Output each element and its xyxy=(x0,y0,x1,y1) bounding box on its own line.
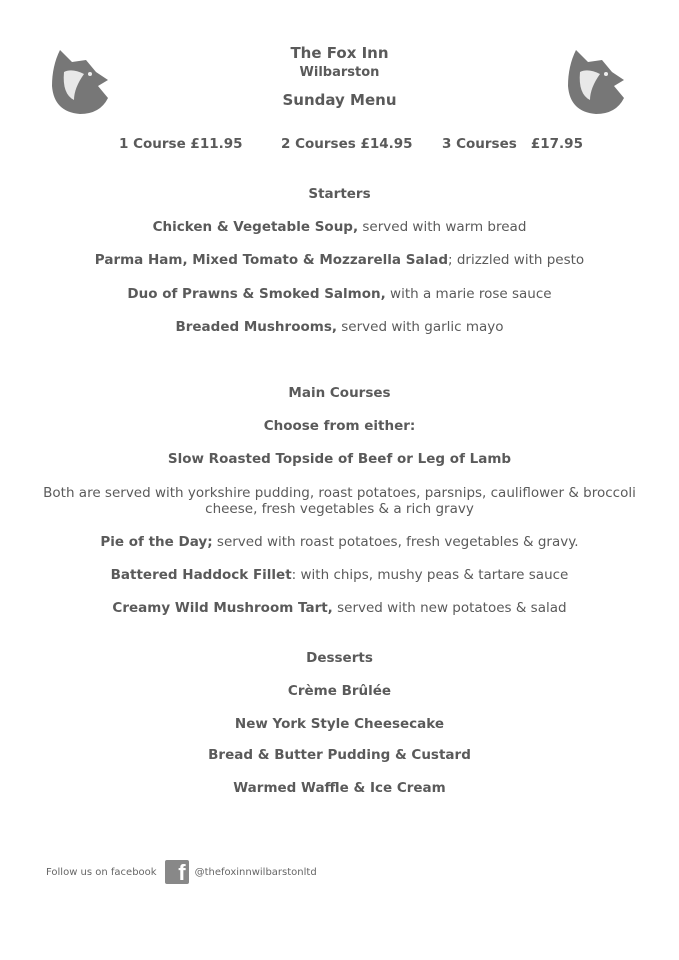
item-name: Pie of the Day; xyxy=(100,534,213,550)
price-1-course: 1 Course £11.95 xyxy=(119,136,243,152)
menu-item xyxy=(0,534,679,551)
footer xyxy=(46,860,317,884)
item-desc: served with garlic mayo xyxy=(336,319,504,335)
dessert-item: Warmed Waffle & Ice Cream xyxy=(233,780,446,796)
mains-heading: Main Courses xyxy=(288,385,391,401)
roast-desc-line-1: Both are served with yorkshire pudding, roast potatoes, parsnips, cauliflower & broccoli xyxy=(43,485,636,501)
facebook-icon[interactable]: f xyxy=(165,860,189,884)
item-name: Battered Haddock Fillet xyxy=(110,567,292,583)
item-name: Chicken & Vegetable Soup, xyxy=(152,219,359,235)
roast-title: Slow Roasted Topside of Beef or Leg of Lamb xyxy=(167,451,512,467)
menu-item xyxy=(0,252,679,269)
item-desc: with a marie rose sauce xyxy=(385,286,552,302)
starters-heading: Starters xyxy=(308,186,371,202)
menu-title: Sunday Menu xyxy=(282,91,397,109)
menu-item xyxy=(0,567,679,584)
dessert-item: New York Style Cheesecake xyxy=(234,716,445,732)
restaurant-location: Wilbarston xyxy=(299,65,380,80)
menu-item xyxy=(0,319,679,336)
item-name: Parma Ham, Mixed Tomato & Mozzarella Salad xyxy=(94,252,448,268)
mains-choose: Choose from either: xyxy=(263,418,416,434)
price-3-courses: 3 Courses £17.95 xyxy=(442,136,583,152)
facebook-handle[interactable]: @thefoxinnwilbarstonltd xyxy=(194,866,317,878)
item-desc: served with warm bread xyxy=(358,219,527,235)
item-name: Duo of Prawns & Smoked Salmon, xyxy=(127,286,386,302)
dessert-item: Crème Brûlée xyxy=(287,683,392,699)
item-name: Creamy Wild Mushroom Tart, xyxy=(112,600,333,616)
item-name: Breaded Mushrooms, xyxy=(175,319,337,335)
restaurant-name: The Fox Inn xyxy=(290,44,389,62)
item-desc: : with chips, mushy peas & tartare sauce xyxy=(291,567,569,583)
menu-item xyxy=(0,600,679,617)
item-desc: served with new potatoes & salad xyxy=(332,600,567,616)
item-desc: ; drizzled with pesto xyxy=(447,252,585,268)
menu-item xyxy=(0,219,679,236)
roast-desc-line-2: cheese, fresh vegetables & a rich gravy xyxy=(205,501,474,517)
price-2-courses: 2 Courses £14.95 xyxy=(281,136,413,152)
follow-text: Follow us on facebook xyxy=(46,866,157,878)
dessert-item: Bread & Butter Pudding & Custard xyxy=(208,747,471,763)
desserts-heading: Desserts xyxy=(306,650,373,666)
item-desc: served with roast potatoes, fresh vegetables & gravy. xyxy=(212,534,579,550)
menu-item xyxy=(0,286,679,303)
